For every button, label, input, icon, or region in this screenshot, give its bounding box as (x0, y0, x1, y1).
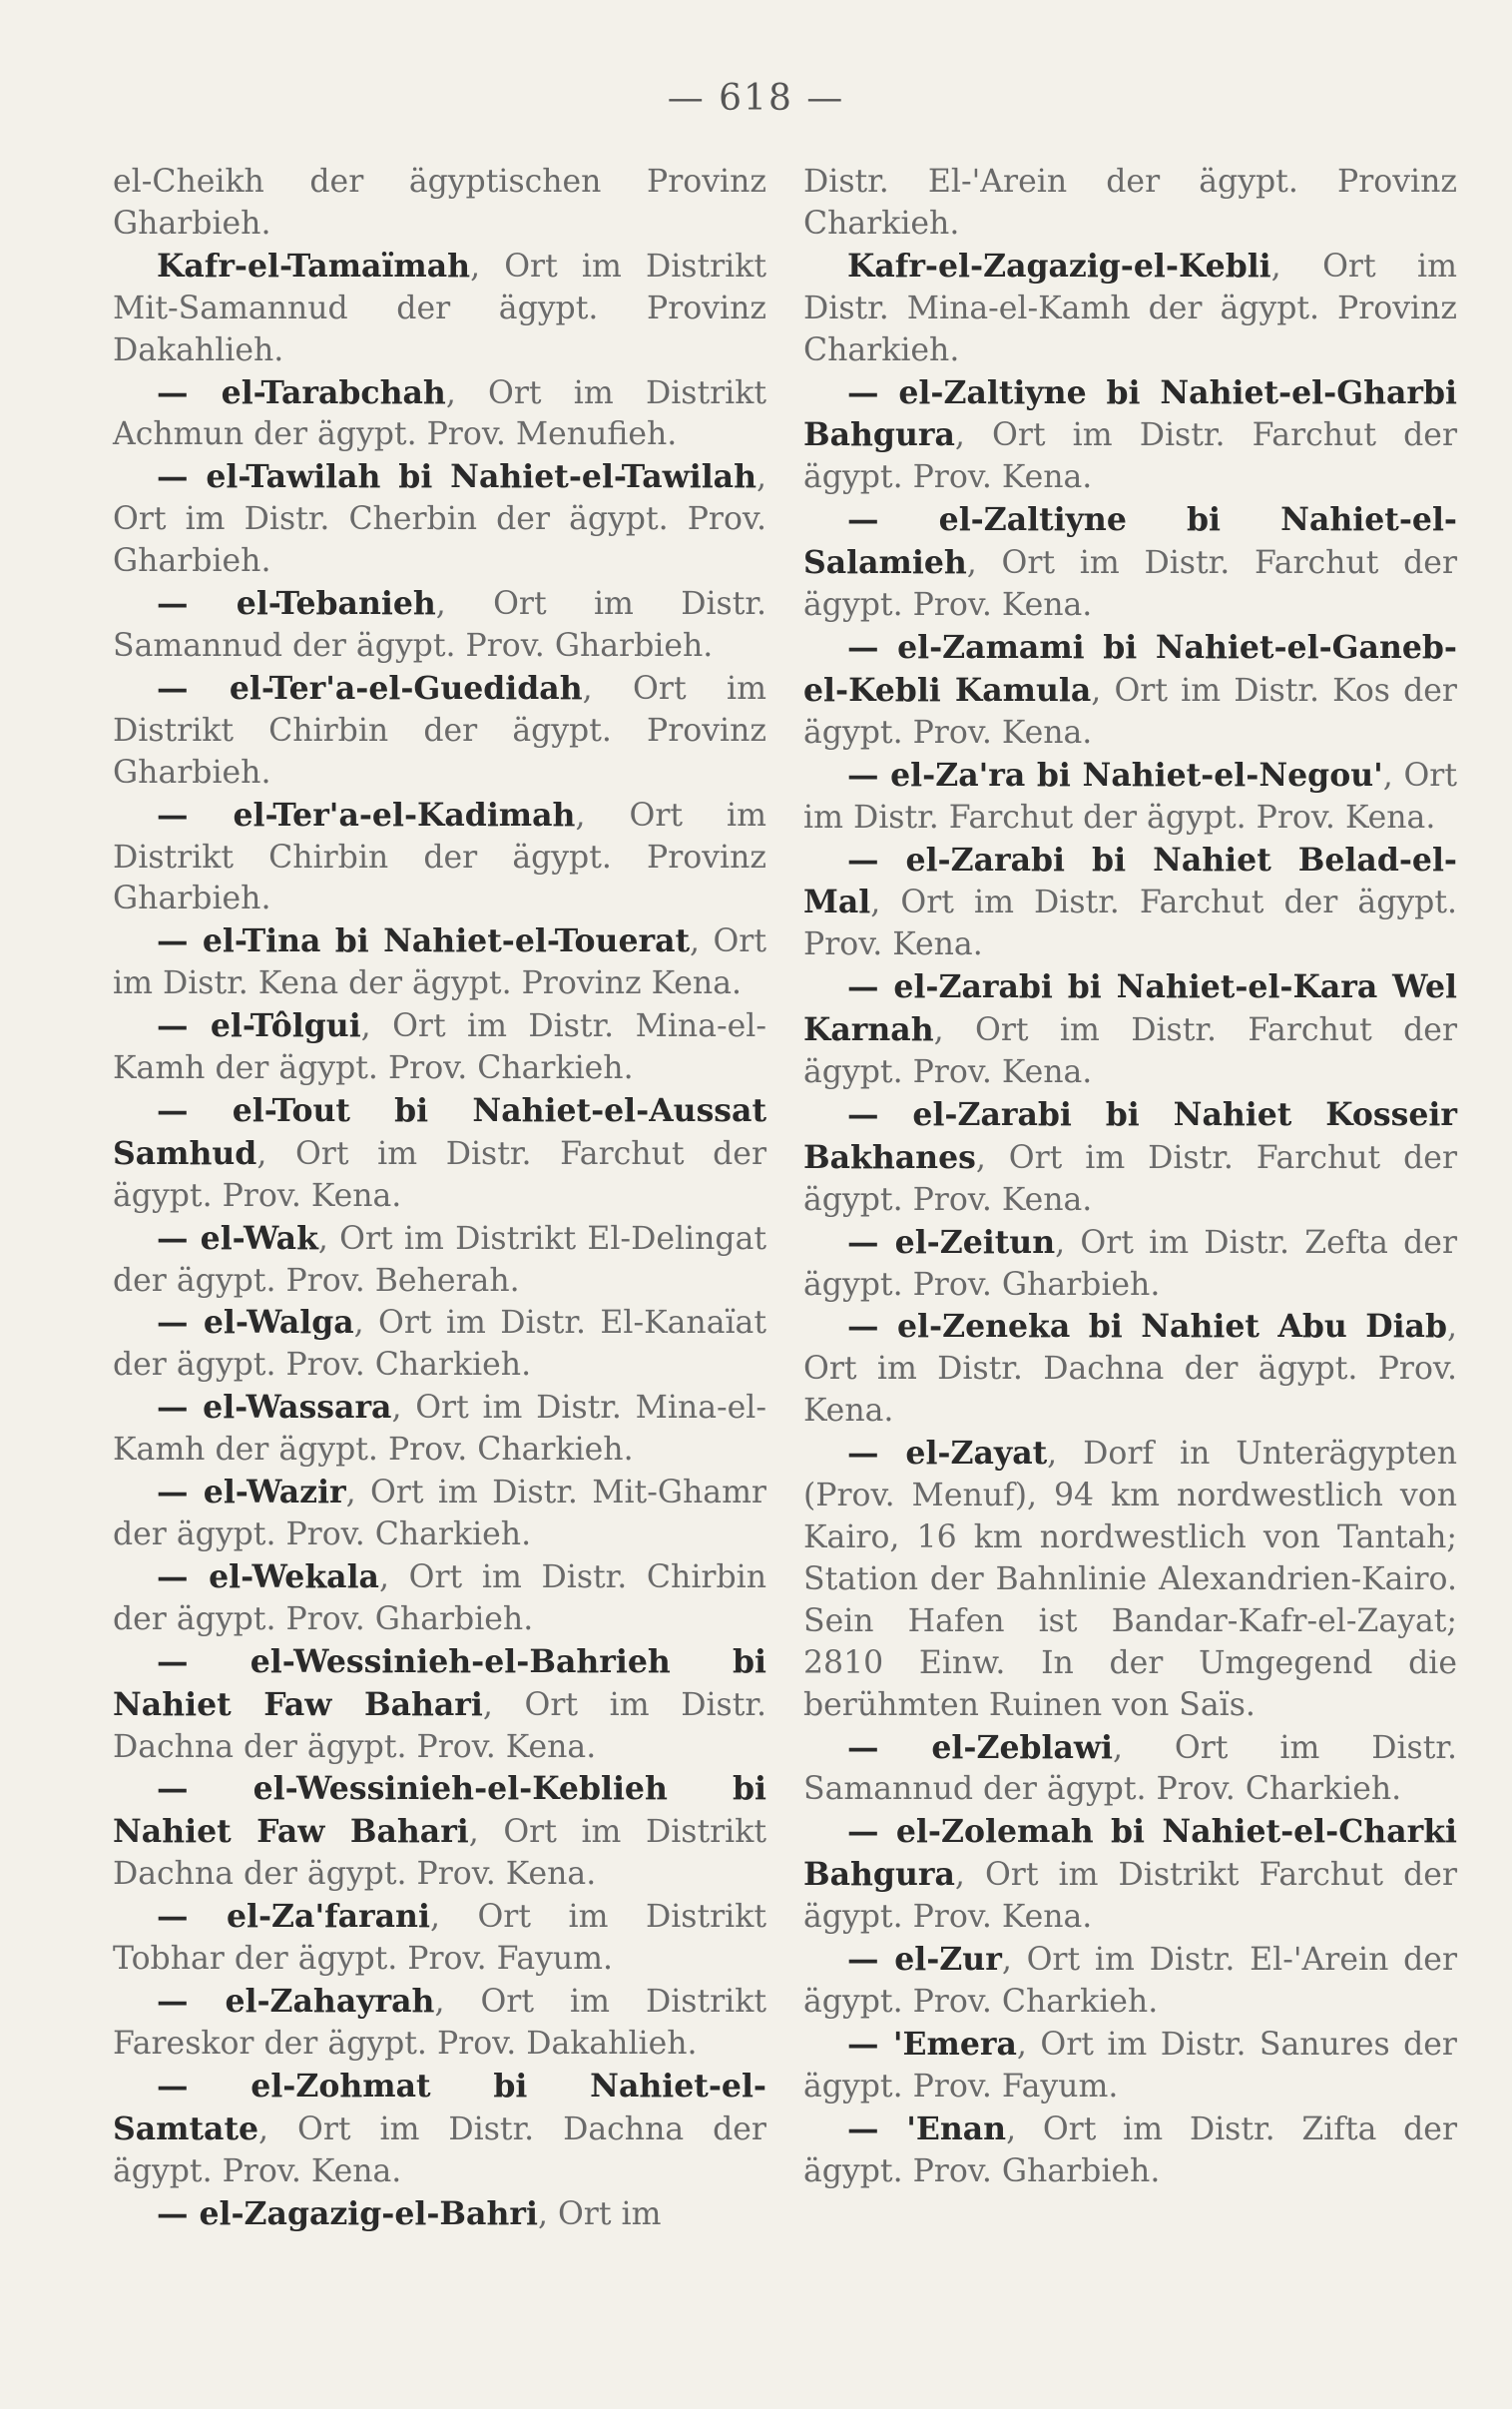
entry-headword: — el-Zahayrah (157, 1982, 435, 2020)
entry-text: Distr. El-'Arein der ägypt. Provinz Charkieh. (803, 164, 1457, 242)
entry-text: , Ort im Distr. Farchut der ägypt. Prov. Kena. (803, 757, 1457, 836)
entry-text: , Ort im (537, 2195, 662, 2232)
entry-headword: — el-Walga (157, 1304, 354, 1342)
entry-headword: — 'Emera (847, 2025, 1017, 2063)
entry-text: , Ort im Distr. Zefta der ägypt. Prov. Gharbieh. (803, 1224, 1457, 1303)
entry-text: , Ort im Distr. Mit-Ghamr der ägypt. Prov. Charkieh. (113, 1475, 766, 1552)
dictionary-entry (113, 1556, 766, 1641)
entry-headword: — el-Zarabi bi Nahiet Kosseir Bakhanes (803, 1095, 1457, 1176)
dictionary-entry (803, 162, 1457, 246)
dictionary-entry (803, 1433, 1457, 1726)
dictionary-entry (803, 1727, 1457, 1812)
dictionary-entry (803, 840, 1457, 967)
entry-headword: — el-Zamami bi Nahiet-el-Ganeb-el-Kebli Kamula (803, 628, 1457, 709)
entry-text: , Ort im Distr. Samannud der ägypt. Prov. Gharbieh. (113, 586, 766, 664)
entry-text: , Dorf in Unterägypten (Prov. Menuf), 94 km nordwestlich von Kairo, 16 km nordwestlich von Tantah; Station der Bahnlinie Alexandrien-Kairo. Sein Hafen ist Bandar-Kafr-el-Zayat; 2810 Einw. In der Umgegend die berühmten Ruinen von Saïs. (803, 1436, 1457, 1723)
entry-headword: — el-Wessinieh-el-Keblieh bi Nahiet Faw Bahari (113, 1770, 766, 1851)
dictionary-entry (113, 1218, 766, 1303)
entry-text: , Ort im Distr. El-Kanaïat der ägypt. Prov. Charkieh. (113, 1305, 766, 1384)
dictionary-entry (803, 1811, 1457, 1939)
entry-headword: — el-Za'ra bi Nahiet-el-Negou' (847, 756, 1383, 794)
dictionary-entry (113, 668, 766, 795)
entry-headword: — el-Zur (847, 1941, 1002, 1979)
page-number: — 618 — (667, 78, 845, 119)
entry-headword: — el-Zeblawi (847, 1728, 1113, 1766)
dictionary-entry (113, 1896, 766, 1981)
entry-headword: — 'Enan (847, 2109, 1007, 2147)
entry-text: , Ort im Distr. Farchut der ägypt. Prov. Kena. (803, 545, 1457, 624)
entry-text: , Ort im Distr. Dachna der ägypt. Prov. Kena. (113, 1686, 766, 1765)
entry-text: , Ort im Distrikt Chirbin der ägypt. Provinz Gharbieh. (113, 797, 766, 917)
entry-headword: — el-Wak (157, 1219, 318, 1257)
entry-headword: — el-Zeitun (847, 1223, 1056, 1261)
entry-headword: — el-Zolemah bi Nahiet-el-Charki Bahgura (803, 1813, 1457, 1894)
entry-text: , Ort im Distr. Mina-el-Kamh der ägypt. Prov. Charkieh. (113, 1008, 766, 1087)
entry-headword: — el-Tarabchah (157, 373, 446, 411)
entry-text: , Ort im Distr. El-'Arein der ägypt. Prov. Charkieh. (803, 1942, 1457, 2020)
dictionary-entry (803, 2108, 1457, 2193)
entry-headword: — el-Zaltiyne bi Nahiet-el-Salamieh (803, 501, 1457, 582)
entry-text: , Ort im Distrikt Mit-Samannud der ägypt. Provinz Dakahlieh. (113, 248, 766, 368)
entry-text: , Ort im Distr. Dachna der ägypt. Prov. Kena. (113, 2110, 766, 2189)
dictionary-entry (113, 1302, 766, 1387)
entry-text: , Ort im Distr. Sanures der ägypt. Prov. Fayum. (803, 2026, 1457, 2105)
entry-headword: — el-Wessinieh-el-Bahrieh bi Nahiet Faw Bahari (113, 1642, 766, 1723)
dictionary-entry (113, 162, 766, 246)
entry-headword: Kafr-el-Zagazig-el-Kebli (847, 247, 1271, 285)
entry-headword: — el-Tebanieh (157, 585, 436, 623)
entry-headword: — el-Zayat (847, 1435, 1048, 1473)
dictionary-entry (113, 1005, 766, 1090)
dictionary-entry (113, 1641, 766, 1769)
dictionary-entry (113, 456, 766, 583)
dictionary-entry (113, 1090, 766, 1218)
entry-text: , Ort im Distr. Dachna der ägypt. Prov. Kena. (803, 1309, 1457, 1430)
entry-text: , Ort im Distr. Samannud der ägypt. Prov. Charkieh. (803, 1729, 1457, 1808)
entry-headword: — el-Wassara (157, 1389, 392, 1427)
dictionary-entry (803, 1094, 1457, 1222)
entry-text: el-Cheikh der ägyptischen Provinz Gharbieh. (113, 164, 766, 242)
entry-text: , Ort im Distr. Kos der ägypt. Prov. Kena. (803, 672, 1457, 751)
dictionary-entry (803, 1939, 1457, 2024)
entry-headword: Kafr-el-Tamaïmah (157, 247, 471, 285)
right-column (803, 162, 1457, 2193)
dictionary-entry (803, 627, 1457, 755)
entry-headword: — el-Wazir (157, 1474, 346, 1511)
entry-text: , Ort im Distrikt Fareskor der ägypt. Prov. Dakahlieh. (113, 1983, 766, 2062)
entry-headword: — el-Ter'a-el-Kadimah (157, 796, 576, 834)
entry-headword: — el-Zaltiyne bi Nahiet-el-Gharbi Bahgura (803, 373, 1457, 454)
entry-text: , Ort im Distrikt Achmun der ägypt. Prov. Menufieh. (113, 374, 766, 453)
dictionary-entry (803, 755, 1457, 840)
dictionary-entry (113, 2193, 766, 2236)
entry-headword: — el-Zohmat bi Nahiet-el-Samtate (113, 2067, 766, 2147)
entry-text: , Ort im Distr. Cherbin der ägypt. Prov. Gharbieh. (113, 459, 766, 580)
entry-text: , Ort im Distr. Mina-el-Kamh der ägypt. Provinz Charkieh. (803, 248, 1457, 368)
entry-headword: — el-Za'farani (157, 1898, 430, 1936)
dictionary-entry (113, 246, 766, 372)
entry-text: , Ort im Distr. Zifta der ägypt. Prov. Gharbieh. (803, 2110, 1457, 2189)
dictionary-entry (113, 583, 766, 668)
dictionary-entry (803, 1222, 1457, 1307)
left-column (113, 162, 766, 2235)
entry-text: , Ort im Distr. Farchut der ägypt. Prov. Kena. (803, 1139, 1457, 1218)
entry-text: , Ort im Distr. Mina-el-Kamh der ägypt. Prov. Charkieh. (113, 1390, 766, 1469)
entry-text: , Ort im Distr. Farchut der ägypt. Prov. Kena. (803, 417, 1457, 496)
entry-headword: — el-Tina bi Nahiet-el-Touerat (157, 922, 691, 960)
dictionary-entry (113, 2066, 766, 2193)
entry-text: , Ort im Distrikt El-Delingat der ägypt. Prov. Beherah. (113, 1220, 767, 1299)
entry-headword: — el-Zarabi bi Nahiet-el-Kara Wel Karnah (803, 968, 1457, 1049)
dictionary-entry (113, 1387, 766, 1472)
entry-text: , Ort im Distr. Chirbin der ägypt. Prov. Gharbieh. (113, 1558, 766, 1637)
dictionary-entry (113, 372, 766, 457)
entry-headword: — el-Wekala (157, 1557, 379, 1595)
entry-headword: — el-Zeneka bi Nahiet Abu Diab (847, 1308, 1447, 1346)
entry-text: , Ort im Distr. Farchut der ägypt. Prov. Kena. (113, 1135, 766, 1214)
entry-headword: — el-Tawilah bi Nahiet-el-Tawilah (157, 458, 756, 496)
entry-text: , Ort im Distr. Farchut der ägypt. Prov. Kena. (803, 1012, 1457, 1091)
entry-text: , Ort im Distrikt Farchut der ägypt. Prov. Kena. (803, 1857, 1457, 1936)
entry-headword: — el-Ter'a-el-Guedidah (157, 669, 583, 707)
dictionary-entry (803, 1306, 1457, 1433)
entry-headword: — el-Tout bi Nahiet-el-Aussat Samhud (113, 1091, 766, 1172)
dictionary-entry (803, 2024, 1457, 2108)
entry-text: , Ort im Distrikt Tobhar der ägypt. Prov. Fayum. (113, 1899, 766, 1978)
entry-text: , Ort im Distrikt Chirbin der ägypt. Provinz Gharbieh. (113, 670, 766, 791)
entry-text: , Ort im Distrikt Dachna der ägypt. Prov. Kena. (113, 1814, 766, 1893)
entry-headword: — el-Zagazig-el-Bahri (157, 2194, 538, 2232)
entry-headword: — el-Tôlgui (157, 1007, 361, 1045)
dictionary-entry (113, 1981, 766, 2066)
entry-text: , Ort im Distr. Kena der ägypt. Provinz Kena. (113, 923, 766, 1002)
dictionary-entry (113, 1472, 766, 1556)
dictionary-entry (803, 372, 1457, 500)
dictionary-entry (803, 246, 1457, 372)
entry-headword: — el-Zarabi bi Nahiet Belad-el-Mal (803, 841, 1457, 921)
dictionary-entry (113, 1768, 766, 1896)
dictionary-entry (803, 499, 1457, 627)
entry-text: , Ort im Distr. Farchut der ägypt. Prov. Kena. (803, 885, 1457, 963)
dictionary-entry (113, 795, 766, 921)
dictionary-entry (803, 966, 1457, 1094)
dictionary-entry (113, 920, 766, 1005)
